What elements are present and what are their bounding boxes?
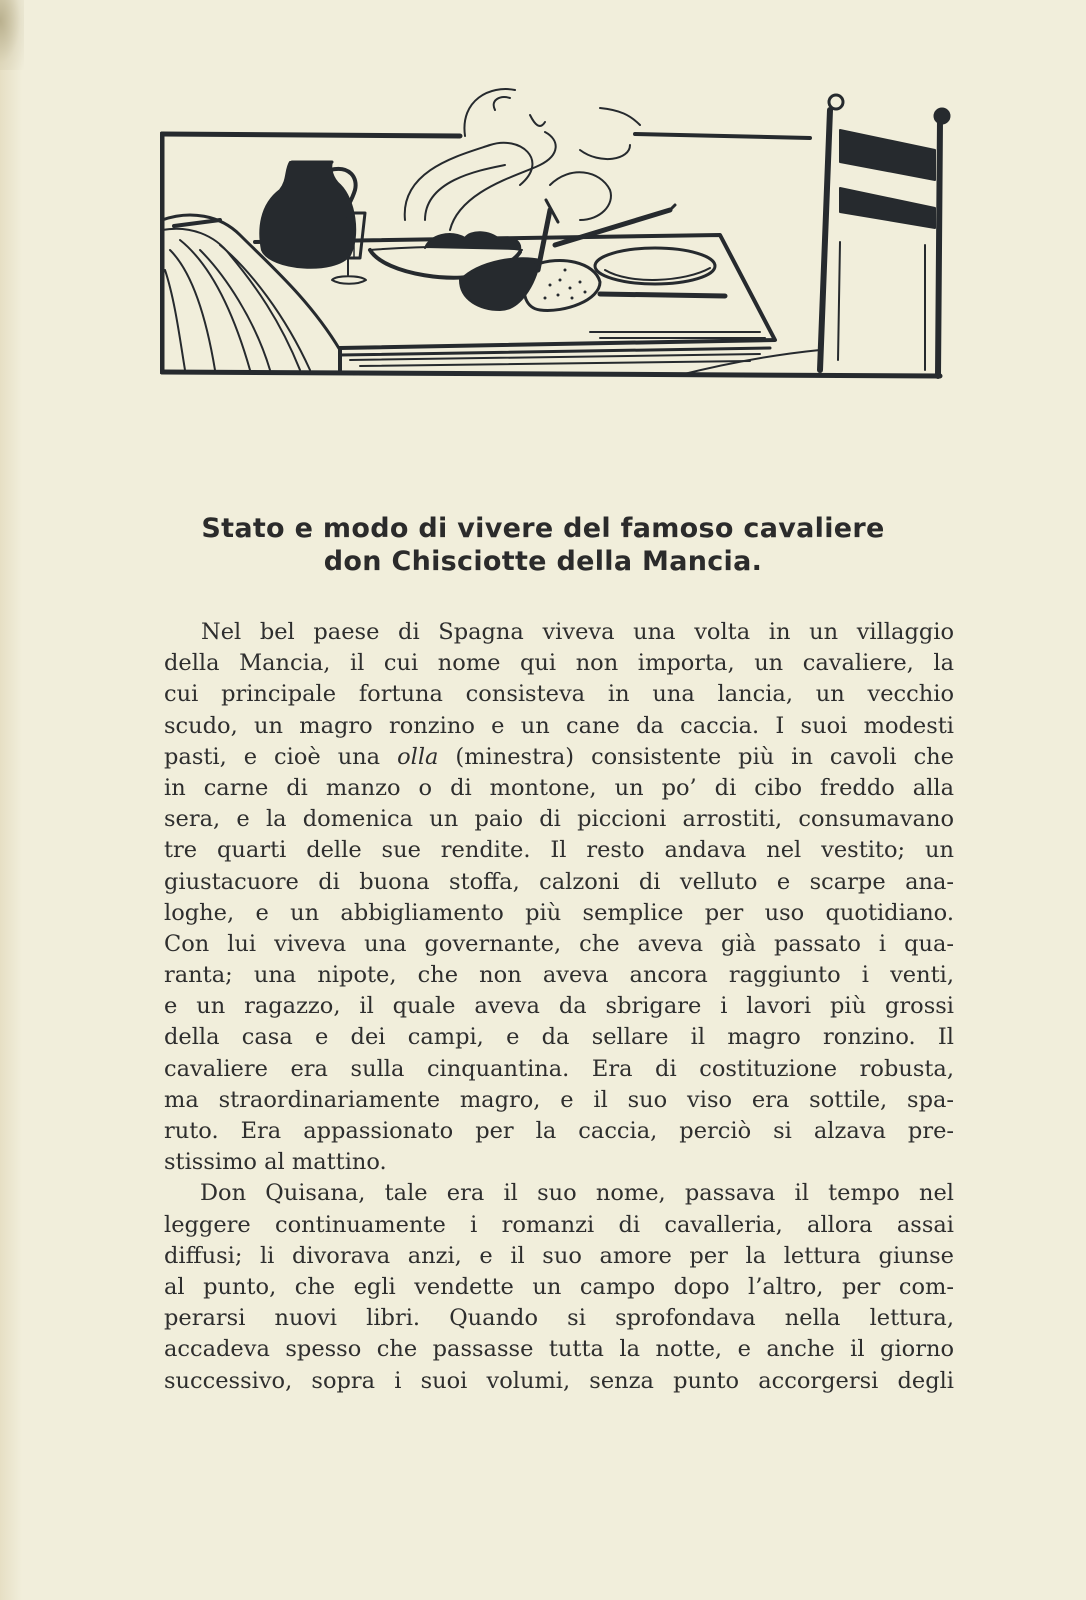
text-line: Con lui viveva una governante, che aveva già passato i qua-	[164, 930, 954, 957]
text-line: loghe, e un abbigliamento più semplice per uso quotidiano.	[164, 899, 954, 926]
text-line: in carne di manzo o di montone, un po’ di cibo freddo alla	[164, 774, 954, 801]
text-line: della Mancia, il cui nome qui non importa, un cavaliere, la	[164, 650, 954, 677]
text-line: ruto. Era appassionato per la caccia, perciò si alzava pre-	[164, 1118, 954, 1144]
text-line: sera, e la domenica un paio di piccioni arrostiti, consumavano	[164, 806, 954, 833]
text-line: Nel bel paese di Spagna viveva una volta in un villaggio	[201, 619, 954, 645]
text-line: perarsi nuovi libri. Quando si sprofondava nella lettura,	[164, 1305, 954, 1332]
text-line: stissimo al mattino.	[164, 1149, 387, 1176]
text-line: ma straordinariamente magro, e il suo viso era sottile, spa-	[164, 1086, 954, 1113]
text-line: tre quarti delle sue rendite. Il resto andava nel vestito; un	[164, 837, 954, 864]
paper-stain	[0, 0, 24, 70]
text-line: della casa e dei campi, e da sellare il magro ronzino. Il	[164, 1024, 954, 1051]
paragraph-1	[164, 617, 954, 1178]
text-line: cui principale fortuna consisteva in una lancia, un vecchio	[164, 681, 954, 708]
text-line: diffusi; li divorava anzi, e il suo amore per la lettura giunse	[164, 1242, 954, 1269]
chapter-title-line-2: don Chisciotte della Mancia.	[323, 546, 763, 577]
chapter-title-line-1: Stato e modo di vivere del famoso cavaliere	[201, 513, 885, 544]
text-line: successivo, sopra i suoi volumi, senza punto accorgersi degli	[164, 1367, 954, 1394]
text-line: e un ragazzo, il quale aveva da sbrigare i lavori più grossi	[164, 993, 954, 1020]
text-line: giustacuore di buona stoffa, calzoni di velluto e scarpe ana-	[164, 868, 954, 895]
page-edge	[0, 0, 22, 1600]
text-segment: (minestra) consistente più in cavoli che	[438, 743, 954, 770]
body-text	[164, 617, 954, 1397]
paragraph-2	[164, 1178, 954, 1396]
text-line: accadeva spesso che passasse tutta la notte, e anche il giorno	[164, 1336, 954, 1363]
chapter-title	[0, 512, 1086, 578]
text-line: Don Quisana, tale era il suo nome, passava il tempo nel	[200, 1180, 954, 1207]
text-line: al punto, che egli vendette un campo dopo l’altro, per com-	[164, 1273, 954, 1300]
text-line: scudo, un magro ronzino e un cane da caccia. I suoi modesti	[164, 712, 954, 739]
still-life-illustration	[160, 70, 966, 395]
text-line	[164, 742, 954, 773]
italic-word: olla	[397, 743, 439, 770]
text-line: ranta; una nipote, che non aveva ancora raggiunto i venti,	[164, 962, 954, 989]
text-segment: pasti, e cioè una	[164, 743, 398, 770]
text-line: leggere continuamente i romanzi di cavalleria, allora assai	[164, 1211, 954, 1238]
text-line: cavaliere era sulla cinquantina. Era di costituzione robusta,	[164, 1055, 954, 1082]
